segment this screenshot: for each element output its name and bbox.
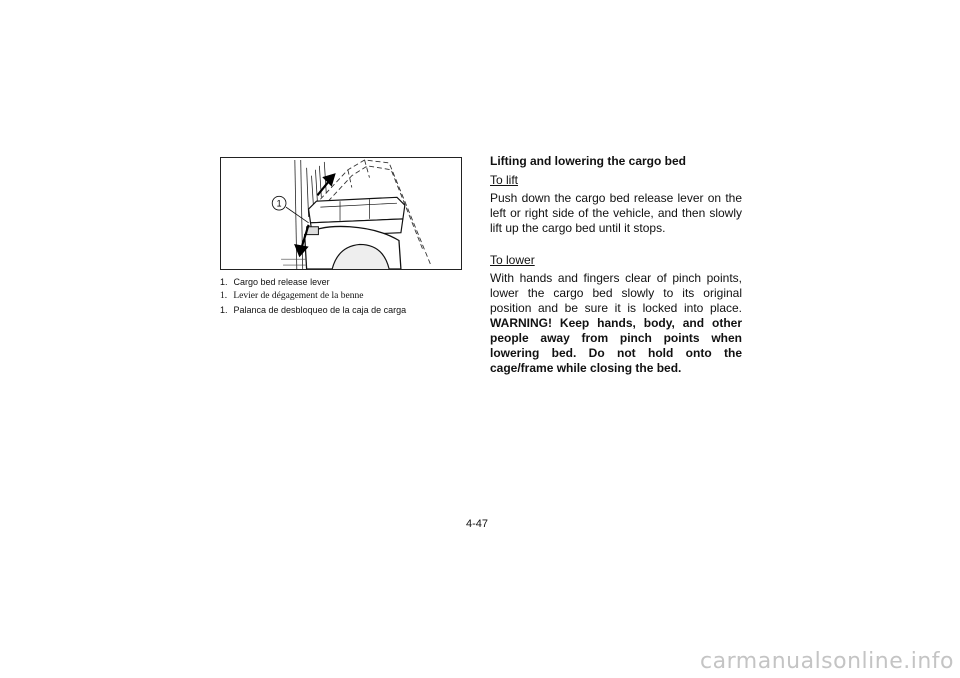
- caption-text: Cargo bed release lever: [233, 277, 330, 287]
- caption-french: [220, 290, 480, 302]
- callout-number: 1: [276, 198, 282, 209]
- caption-english: [220, 276, 480, 288]
- caption-text: Palanca de desbloqueo de la caja de carga: [233, 305, 407, 315]
- caption-number: 1.: [220, 305, 228, 315]
- lower-paragraph: [490, 271, 742, 376]
- lift-paragraph: Push down the cargo bed release lever on the left or right side of the vehicle, and then slowly lift up the cargo bed until it stops.: [490, 191, 742, 235]
- lower-text: With hands and fingers clear of pinch points, lower the cargo bed slowly to its original position and be sure it is locked into place.: [490, 271, 742, 315]
- lower-title: To lower: [490, 253, 535, 267]
- cargo-bed-drawing: [221, 158, 461, 269]
- watermark: carmanualsonline.info: [700, 649, 954, 674]
- caption-number: 1.: [220, 277, 228, 287]
- warning-text: WARNING! Keep hands, body, and other people away from pinch points when lowering bed. Do not hold onto the cage/frame while closing the bed.: [490, 316, 742, 375]
- caption-text: Levier de dégagement de la benne: [233, 291, 364, 301]
- figure-captions: [220, 276, 480, 318]
- section-heading: Lifting and lowering the cargo bed: [490, 154, 687, 168]
- page-number: 4-47: [466, 518, 489, 530]
- instructions-column: [490, 154, 742, 376]
- cargo-bed-illustration: [220, 157, 462, 270]
- caption-number: 1.: [220, 291, 228, 301]
- lift-subheading: [490, 173, 742, 188]
- lower-subheading: [490, 253, 742, 268]
- caption-spanish: [220, 304, 480, 316]
- lift-title: To lift: [490, 173, 519, 187]
